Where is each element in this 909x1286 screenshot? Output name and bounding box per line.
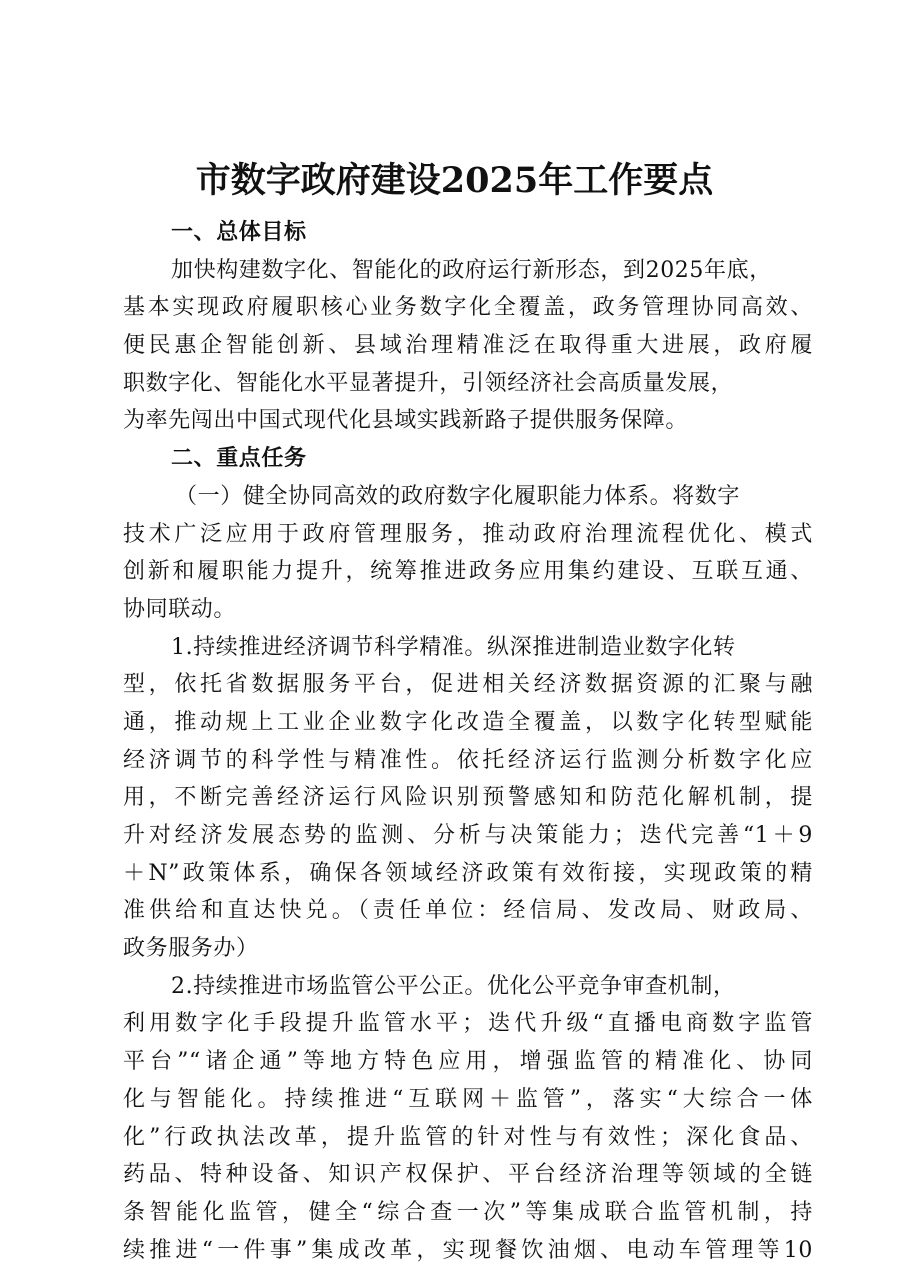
paragraph-line: 技术广泛应用于政府管理服务，推动政府治理流程优化、模式 <box>123 521 813 547</box>
paragraph-line: 型，依托省数据服务平台，促进相关经济数据资源的汇聚与融 <box>123 672 813 698</box>
paragraph-line: 化与智能化。持续推进“互联网＋监管”，落实“大综合一体 <box>123 1086 813 1112</box>
paragraph-line: 基本实现政府履职核心业务数字化全覆盖，政务管理协同高效、 <box>123 295 813 321</box>
paragraph-line: 2.持续推进市场监管公平公正。优化公平竞争审查机制， <box>171 973 736 999</box>
paragraph-line: ＋N”政策体系，确保各领域经济政策有效衔接，实现政策的精 <box>123 860 813 886</box>
paragraph-line: （一）健全协同高效的政府数字化履职能力体系。将数字 <box>175 483 741 509</box>
paragraph-line: 加快构建数字化、智能化的政府运行新形态，到2025年底， <box>171 257 772 283</box>
paragraph-line: 利用数字化手段提升监管水平；迭代升级“直播电商数字监管 <box>123 1011 813 1037</box>
document-body <box>123 214 813 1269</box>
document-title: 市数字政府建设2025年工作要点 <box>195 160 714 201</box>
paragraph-line: 为率先闯出中国式现代化县域实践新路子提供服务保障。 <box>123 408 689 434</box>
paragraph-line: 准供给和直达快兑。（责任单位：经信局、发改局、财政局、 <box>123 898 813 924</box>
paragraph-line: 便民惠企智能创新、县域治理精准泛在取得重大进展，政府履 <box>123 333 813 359</box>
paragraph-line: 药品、特种设备、知识产权保护、平台经济治理等领域的全链 <box>123 1162 813 1188</box>
paragraph-line: 通，推动规上工业企业数字化改造全覆盖，以数字化转型赋能 <box>123 709 813 735</box>
paragraph-line: 政务服务办） <box>123 936 259 962</box>
paragraph-line: 协同联动。 <box>123 596 237 622</box>
paragraph-line: 职数字化、智能化水平显著提升，引领经济社会高质量发展， <box>123 370 734 396</box>
paragraph-line: 用，不断完善经济运行风险识别预警感知和防范化解机制，提 <box>123 785 813 811</box>
paragraph-line: 创新和履职能力提升，统筹推进政务应用集约建设、互联互通、 <box>123 559 813 585</box>
section-heading-key-tasks: 二、重点任务 <box>171 446 307 472</box>
paragraph-line: 平台”“诸企通”等地方特色应用，增强监管的精准化、协同 <box>123 1049 813 1075</box>
paragraph-line: 1.持续推进经济调节科学精准。纵深推进制造业数字化转 <box>171 634 736 660</box>
paragraph-line: 升对经济发展态势的监测、分析与决策能力；迭代完善“1＋9 <box>123 823 813 848</box>
paragraph-line: 续推进“一件事”集成改革，实现餐饮油烟、电动车管理等10 <box>123 1237 813 1263</box>
paragraph-line: 经济调节的科学性与精准性。依托经济运行监测分析数字化应 <box>123 747 813 773</box>
section-heading-overall-goal: 一、总体目标 <box>171 220 307 245</box>
paragraph-line: 条智能化监管，健全“综合查一次”等集成联合监管机制，持 <box>123 1199 813 1225</box>
paragraph-line: 化”行政执法改革，提升监管的针对性与有效性；深化食品、 <box>123 1124 813 1150</box>
